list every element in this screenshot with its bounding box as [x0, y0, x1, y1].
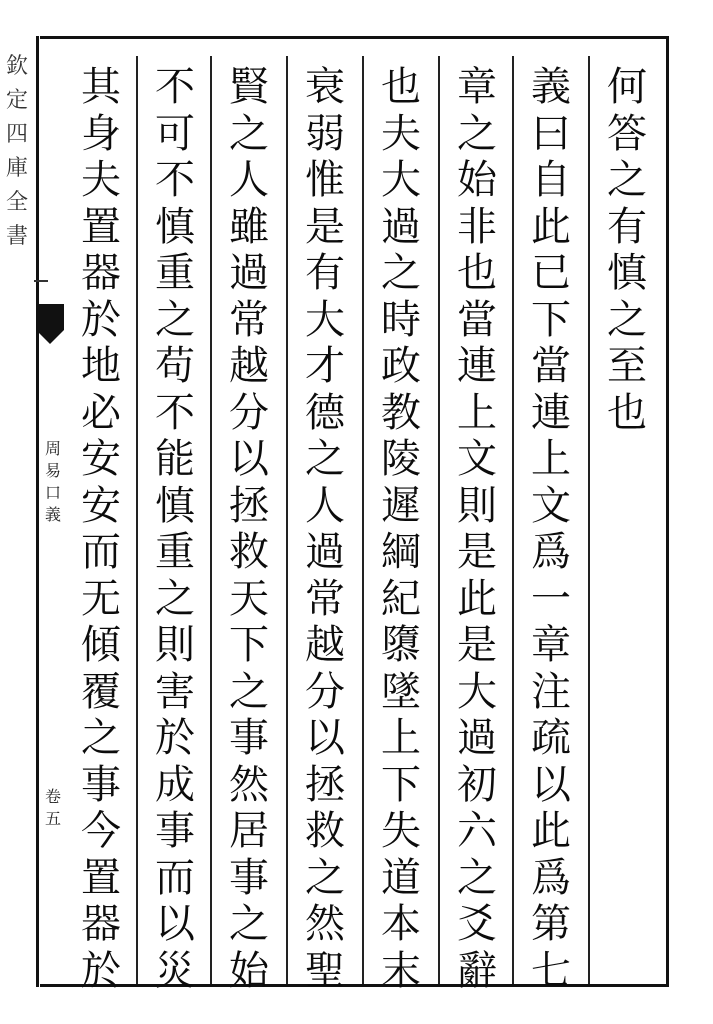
column-rule: [136, 56, 138, 984]
column-rule: [210, 56, 212, 984]
column-rule: [588, 56, 590, 984]
text-column-7: 不可不慎重之苟不能慎重之則害於成事而以災: [155, 64, 195, 994]
margin-volume-name: 周易口義: [44, 439, 61, 524]
fishtail-mark-icon: [36, 304, 64, 344]
text-column-2: 義曰自此已下當連上文爲一章注疏以此爲第七: [531, 64, 571, 994]
column-rule: [286, 56, 288, 984]
text-column-1: 何答之有慎之至也: [607, 64, 647, 436]
margin-book-title: 欽定四庫全書: [5, 54, 28, 249]
text-column-8: 其身夫置器於地必安安而无傾覆之事今置器於: [81, 64, 121, 994]
text-column-4: 也夫大過之時政教陵遲綱紀隳墜上下失道本末: [381, 64, 421, 994]
text-column-3: 章之始非也當連上文則是此是大過初六之爻辭: [457, 64, 497, 994]
column-rule: [512, 56, 514, 984]
margin-chapter: 卷五: [44, 787, 61, 828]
column-rule: [362, 56, 364, 984]
frame-left-border: [36, 36, 39, 987]
text-column-5: 衰弱惟是有大才德之人過常越分以拯救之然聖: [305, 64, 345, 994]
text-column-6: 賢之人雖過常越分以拯救天下之事然居事之始: [229, 64, 269, 994]
margin-divider: [34, 280, 48, 282]
column-rule: [438, 56, 440, 984]
